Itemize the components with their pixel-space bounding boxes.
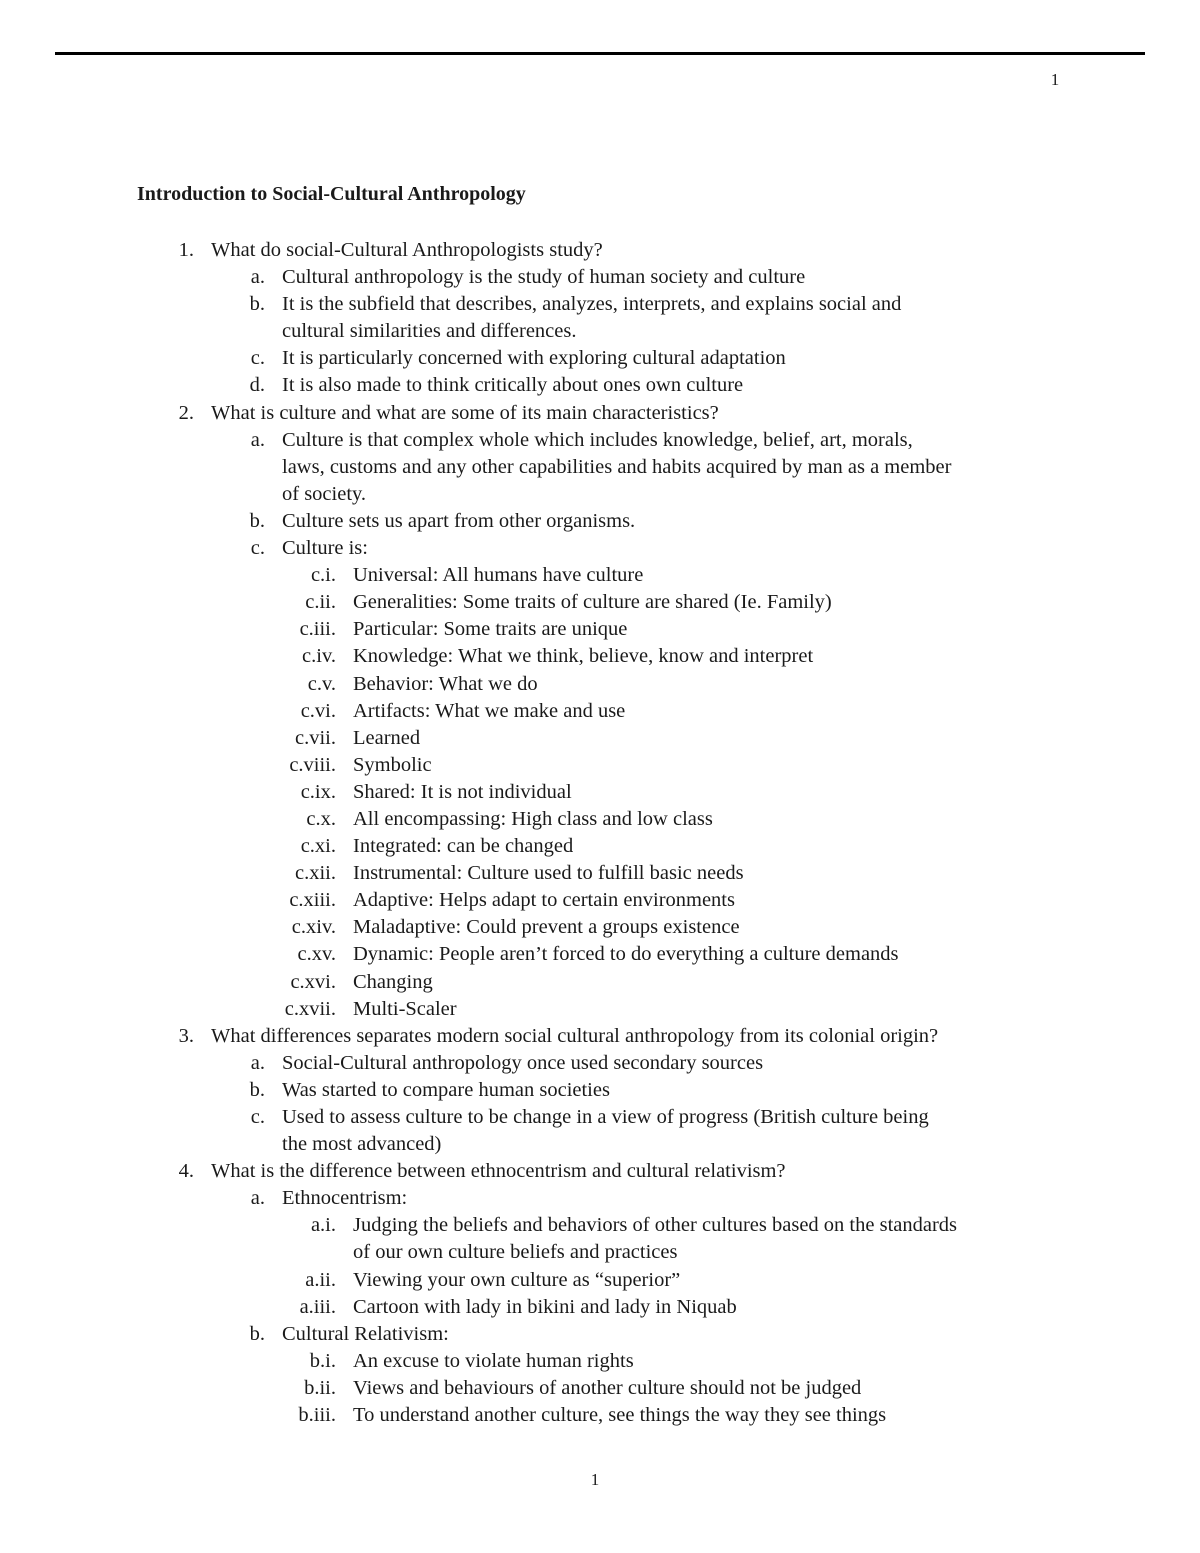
outline-line <box>0 237 1200 264</box>
list-marker: a. <box>250 1051 265 1074</box>
outline-line <box>0 1402 1200 1429</box>
list-marker: b.i. <box>309 1349 336 1372</box>
list-item-text: Viewing your own culture as “superior” <box>353 1268 681 1291</box>
list-marker: a. <box>250 1187 265 1210</box>
outline-line <box>0 887 1200 914</box>
list-item-text: Instrumental: Culture used to fulfill basic needs <box>353 862 744 885</box>
outline-line <box>0 1050 1200 1077</box>
outline-line <box>0 860 1200 887</box>
outline-line <box>0 454 1200 481</box>
outline-line <box>0 427 1200 454</box>
list-item-text: Used to assess culture to be change in a view of progress (British culture being <box>282 1106 929 1128</box>
outline-line <box>0 914 1200 941</box>
list-item-text: Multi-Scaler <box>353 997 457 1020</box>
list-marker: 1. <box>178 239 194 261</box>
outline-line <box>0 1212 1200 1239</box>
list-item-text: Cultural anthropology is the study of human society and culture <box>282 266 806 289</box>
outline-line <box>0 345 1200 372</box>
list-item-text: Cultural Relativism: <box>282 1322 449 1345</box>
list-marker: c. <box>250 1106 265 1128</box>
list-marker: a.i. <box>310 1214 336 1237</box>
outline-line <box>0 1267 1200 1294</box>
list-item-text: Shared: It is not individual <box>353 780 572 803</box>
outline-line <box>0 1185 1200 1212</box>
outline-line <box>0 481 1200 508</box>
list-item-text: Cartoon with lady in bikini and lady in Niquab <box>353 1295 737 1318</box>
list-marker: b. <box>249 293 265 316</box>
list-item-text: Social-Cultural anthropology once used secondary sources <box>282 1051 764 1074</box>
list-marker: c.xiv. <box>291 916 336 939</box>
list-item-text: Integrated: can be changed <box>353 835 574 858</box>
outline-line <box>0 969 1200 996</box>
outline-line <box>0 643 1200 670</box>
outline-line <box>0 616 1200 643</box>
outline-line <box>0 589 1200 616</box>
list-marker: c.ii. <box>305 591 336 614</box>
document-title: Introduction to Social-Cultural Anthropology <box>137 183 526 205</box>
outline-line <box>0 671 1200 698</box>
list-item-text: Maladaptive: Could prevent a groups existence <box>353 916 740 939</box>
list-item-text: Particular: Some traits are unique <box>353 618 628 641</box>
list-item-text: An excuse to violate human rights <box>353 1349 634 1372</box>
list-item-text: Culture sets us apart from other organisms. <box>282 509 636 532</box>
outline-line <box>0 508 1200 535</box>
list-item-text: the most advanced) <box>282 1133 442 1156</box>
list-marker: c.xii. <box>295 862 336 885</box>
list-marker: a. <box>250 428 265 451</box>
list-marker: a. <box>250 266 265 289</box>
list-item-text: Universal: All humans have culture <box>353 564 644 587</box>
list-item-text: What is the difference between ethnocentrism and cultural relativism? <box>211 1160 786 1183</box>
list-item-text: Ethnocentrism: <box>282 1187 408 1210</box>
outline-line <box>0 698 1200 725</box>
outline-line <box>0 535 1200 562</box>
list-item-text: laws, customs and any other capabilities and habits acquired by man as a member <box>282 455 952 478</box>
header-rule <box>55 52 1145 55</box>
list-item-text: Learned <box>353 726 421 749</box>
list-item-text: Culture is: <box>282 537 368 560</box>
list-item-text: Culture is that complex whole which includes knowledge, belief, art, morals, <box>282 428 913 451</box>
outline-line <box>0 833 1200 860</box>
outline-line <box>0 1077 1200 1104</box>
list-marker: b.iii. <box>298 1404 336 1427</box>
list-item-text: Artifacts: What we make and use <box>353 699 626 722</box>
outline-line <box>0 372 1200 399</box>
list-item-text: What is culture and what are some of its main characteristics? <box>211 401 719 424</box>
list-marker: c.vii. <box>295 726 336 749</box>
outline-line <box>0 779 1200 806</box>
outline-line <box>0 1375 1200 1402</box>
page-number-bottom: 1 <box>590 1470 600 1489</box>
list-item-text: What do social-Cultural Anthropologists study? <box>211 239 603 261</box>
list-item-text: What differences separates modern social cultural anthropology from its colonial origin? <box>211 1024 939 1047</box>
list-marker: c.vi. <box>300 699 336 722</box>
list-item-text: Adaptive: Helps adapt to certain environments <box>353 889 735 912</box>
outline-line <box>0 1158 1200 1185</box>
outline-line <box>0 318 1200 345</box>
list-marker: c.ix. <box>300 780 336 803</box>
outline-line <box>0 1104 1200 1131</box>
list-marker: b.ii. <box>304 1376 336 1399</box>
list-item-text: Symbolic <box>353 753 432 776</box>
outline-line <box>0 291 1200 318</box>
list-marker: c.x. <box>306 807 336 830</box>
list-item-text: cultural similarities and differences. <box>282 320 577 343</box>
list-item-text: of our own culture beliefs and practices <box>353 1241 678 1264</box>
list-marker: c.iii. <box>299 618 336 641</box>
outline-line <box>0 725 1200 752</box>
list-item-text: Dynamic: People aren’t forced to do everything a culture demands <box>353 943 899 966</box>
list-marker: c.viii. <box>289 753 336 776</box>
list-marker: d. <box>249 374 265 397</box>
outline-line <box>0 752 1200 779</box>
list-item-text: Was started to compare human societies <box>282 1078 610 1101</box>
outline-line <box>0 996 1200 1023</box>
outline-line <box>0 941 1200 968</box>
list-marker: a.ii. <box>305 1268 336 1291</box>
list-item-text: It is also made to think critically about ones own culture <box>282 374 744 397</box>
outline-line <box>0 1239 1200 1266</box>
outline-line <box>0 400 1200 427</box>
outline-line <box>0 1023 1200 1050</box>
list-item-text: Generalities: Some traits of culture are shared (Ie. Family) <box>353 591 832 614</box>
list-marker: c.iv. <box>302 645 336 668</box>
outline-line <box>0 562 1200 589</box>
list-item-text: of society. <box>282 482 367 505</box>
list-marker: c. <box>250 537 265 560</box>
list-item-text: Judging the beliefs and behaviors of other cultures based on the standards <box>353 1214 958 1237</box>
list-item-text: To understand another culture, see things the way they see things <box>353 1404 887 1427</box>
list-item-text: All encompassing: High class and low class <box>353 807 713 830</box>
outline-line <box>0 806 1200 833</box>
list-item-text: Behavior: What we do <box>353 672 538 695</box>
list-marker: c.v. <box>307 672 336 695</box>
list-marker: 4. <box>178 1160 194 1183</box>
outline-line <box>0 1321 1200 1348</box>
outline-line <box>0 1131 1200 1158</box>
list-marker: b. <box>249 1322 265 1345</box>
list-item-text: It is particularly concerned with exploring cultural adaptation <box>282 347 786 370</box>
outline-list <box>0 237 1200 1429</box>
list-marker: c.xiii. <box>289 889 336 912</box>
list-marker: b. <box>249 1078 265 1101</box>
list-marker: 2. <box>178 401 194 424</box>
list-item-text: It is the subfield that describes, analyzes, interprets, and explains social and <box>282 293 902 316</box>
list-item-text: Knowledge: What we think, believe, know and interpret <box>353 645 814 668</box>
outline-line <box>0 1294 1200 1321</box>
list-marker: a.iii. <box>299 1295 336 1318</box>
list-marker: 3. <box>178 1024 194 1047</box>
page-number-top: 1 <box>1050 70 1060 89</box>
list-marker: b. <box>249 509 265 532</box>
list-marker: c.xvi. <box>290 970 336 993</box>
list-marker: c.i. <box>310 564 336 587</box>
outline-line <box>0 264 1200 291</box>
list-marker: c. <box>250 347 265 370</box>
list-marker: c.xv. <box>297 943 336 966</box>
list-item-text: Changing <box>353 970 433 993</box>
list-marker: c.xvii. <box>284 997 336 1020</box>
outline-line <box>0 1348 1200 1375</box>
list-item-text: Views and behaviours of another culture should not be judged <box>353 1376 862 1399</box>
list-marker: c.xi. <box>300 835 336 858</box>
